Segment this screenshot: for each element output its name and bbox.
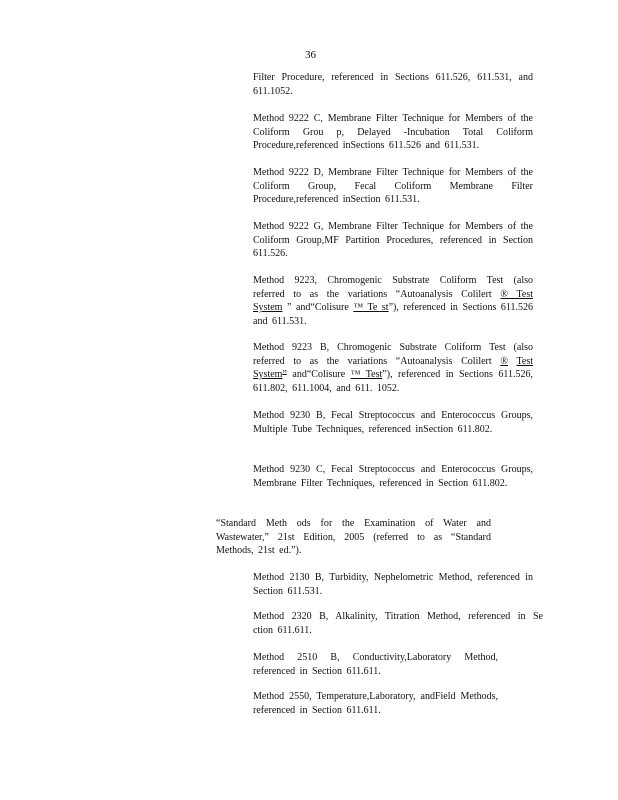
paragraph-method-9222g: Method 9222 G, Membrane Filter Technique for Members of the Coliform Group,MF Partition Procedures, referenced in Section 611.526. — [253, 221, 533, 260]
paragraph-method-2550: Method 2550, Temperature,Laboratory, andField Methods, referenced in Section 611.611. — [253, 691, 498, 716]
text-segment: ”), referenced in Sections 611.526, 611.802, 611.1004, and 611. 1052. — [253, 369, 534, 394]
paragraph-standard-methods-21st: “Standard Meth ods for the Examination of Water and Wastewater,” 21st Edition, 2005 (referred to as “Standard Methods, 21st ed.”). — [216, 518, 491, 557]
paragraph-method-9230b: Method 9230 B, Fecal Streptococcus and Enterococcus Groups, Multiple Tube Techniques, referenced inSection 611.802. — [253, 410, 533, 435]
struck-deletion: ” — [282, 369, 287, 381]
text-segment: and“Colisure — [286, 369, 351, 381]
paragraph-method-9222c: Method 9222 C, Membrane Filter Technique for Members of the Coliform Grou p, Delayed -Incubation Total Coliform Procedure,referenced inSections 611.526 and 611.531. — [253, 113, 533, 152]
text-segment: Method 9223, Chromogenic Substrate Coliform Test (also referred to as the variations “Autoanalysis Colilert — [253, 275, 533, 300]
underlined-insertion: ® Test System — [253, 288, 533, 314]
page-number: 36 — [305, 49, 316, 61]
text-segment: Method 9223 B, Chromogenic Substrate Coliform Test (also referred to as the variations “Autoanalysis Colilert — [253, 342, 533, 367]
underlined-insertion: ™ Test — [350, 369, 383, 381]
text-segment: ” and“Colisure — [282, 302, 354, 314]
paragraph-method-2130b: Method 2130 B, Turbidity, Nephelometric Method, referenced in Section 611.531. — [253, 572, 533, 597]
paragraph-method-9223 — [253, 274, 533, 328]
underlined-insertion: ™ Te st — [353, 302, 389, 314]
underlined-insertion: Test System — [253, 355, 533, 381]
underlined-insertion: ® — [500, 355, 508, 367]
paragraph-method-2510b: Method 2510 B, Conductivity,Laboratory Method, referenced in Section 611.611. — [253, 652, 498, 677]
paragraph-method-9230c: Method 9230 C, Fecal Streptococcus and Enterococcus Groups, Membrane Filter Techniques, referenced in Section 611.802. — [253, 464, 533, 489]
paragraph-method-9223b — [253, 341, 533, 395]
paragraph-method-2320b: Method 2320 B, Alkalinity, Titration Method, referenced in Se ction 611.611. — [253, 611, 543, 636]
text-segment: ”), referenced in Sections 611.526 and 611.531. — [253, 302, 534, 327]
paragraph-method-9222d: Method 9222 D, Membrane Filter Technique for Members of the Coliform Group, Fecal Coliform Membrane Filter Procedure,referenced inSection 611.531. — [253, 167, 533, 206]
paragraph-filter-procedure: Filter Procedure, referenced in Sections 611.526, 611.531, and 611.1052. — [253, 72, 533, 97]
